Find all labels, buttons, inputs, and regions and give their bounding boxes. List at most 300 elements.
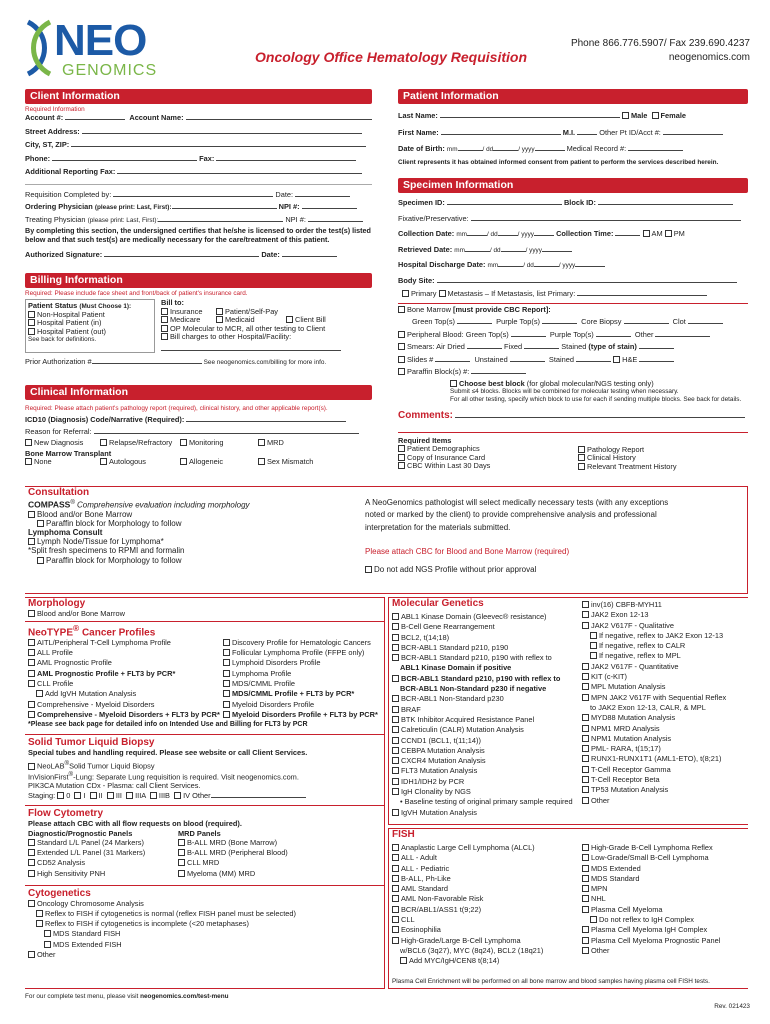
stage-3a-checkbox[interactable] [126, 792, 133, 799]
list-item[interactable] [582, 906, 748, 916]
list-item[interactable] [392, 788, 582, 798]
option-checkbox[interactable] [223, 659, 230, 666]
insurance-card-checkbox[interactable] [398, 454, 405, 461]
list-item[interactable] [582, 642, 748, 652]
list-item[interactable] [28, 659, 223, 669]
sex-mismatch-checkbox[interactable] [258, 458, 265, 465]
insurance-checkbox[interactable] [161, 308, 168, 315]
none-checkbox[interactable] [25, 458, 32, 465]
list-item[interactable] [392, 757, 582, 767]
first-name-row[interactable] [398, 128, 748, 138]
option-label: ALL Profile [37, 649, 73, 658]
list-item[interactable] [582, 725, 748, 735]
req-completed-row[interactable] [25, 190, 372, 200]
list-item[interactable] [178, 870, 288, 880]
option-checkbox[interactable] [582, 611, 589, 618]
option-checkbox[interactable] [582, 601, 589, 608]
compass-blood-checkbox[interactable] [28, 511, 35, 518]
list-item[interactable] [28, 849, 178, 859]
hospital-out-option[interactable] [28, 328, 152, 337]
metastasis-label: Metastasis – If Metastasis, list Primary: [447, 289, 576, 299]
list-item[interactable] [582, 663, 748, 673]
option-checkbox[interactable] [44, 941, 51, 948]
option-checkbox[interactable] [28, 849, 35, 856]
female-checkbox[interactable] [652, 112, 659, 119]
option-checkbox[interactable] [582, 865, 589, 872]
list-item[interactable] [223, 670, 381, 680]
option-checkbox[interactable] [582, 926, 589, 933]
option-checkbox[interactable] [28, 680, 35, 687]
neotype-right-list [223, 639, 381, 721]
option-checkbox[interactable] [392, 788, 399, 795]
list-item[interactable] [223, 649, 381, 659]
neotype-left-list [28, 639, 223, 721]
option-checkbox[interactable] [36, 690, 43, 697]
pb-label: Peripheral Blood: Green Top(s) [407, 329, 509, 339]
option-checkbox[interactable] [582, 745, 589, 752]
pb-checkbox[interactable] [398, 331, 405, 338]
list-item[interactable] [582, 601, 748, 611]
option-checkbox[interactable] [223, 639, 230, 646]
option-checkbox[interactable] [582, 937, 589, 944]
option-label: ABL1 Kinase Domain (Gleevec® resistance) [401, 613, 547, 621]
list-item[interactable] [582, 745, 748, 755]
slides-checkbox[interactable] [398, 356, 405, 363]
clinical-history-checkbox[interactable] [578, 454, 585, 461]
list-item[interactable] [223, 701, 381, 711]
list-item[interactable] [392, 854, 582, 864]
op-molecular-checkbox[interactable] [161, 325, 168, 332]
option-label: Calreticulin (CALR) Mutation Analysis [401, 726, 524, 735]
option-checkbox[interactable] [392, 747, 399, 754]
account-row[interactable] [25, 113, 372, 123]
list-item[interactable] [28, 920, 381, 930]
list-item[interactable] [582, 622, 748, 632]
option-checkbox[interactable] [44, 930, 51, 937]
option-checkbox[interactable] [36, 920, 43, 927]
option-checkbox[interactable] [582, 714, 589, 721]
list-item[interactable] [392, 613, 582, 623]
list-item[interactable] [582, 755, 748, 765]
paraffin-row[interactable] [398, 367, 748, 377]
list-item[interactable] [392, 798, 582, 808]
hospital-out-checkbox[interactable] [28, 328, 35, 335]
option-checkbox[interactable] [582, 844, 589, 851]
other-tests-note: For all other testing, specify which block to use for each if sending multiple blocks. See back for details. [450, 395, 742, 403]
list-item[interactable] [223, 680, 381, 690]
primary-row[interactable] [398, 289, 748, 299]
non-hospital-option[interactable] [28, 311, 152, 320]
option-checkbox[interactable] [392, 706, 399, 713]
prior-auth-row[interactable] [25, 357, 372, 367]
option-checkbox[interactable] [178, 839, 185, 846]
option-checkbox[interactable] [223, 680, 230, 687]
option-label: CEBPA Mutation Analysis [401, 746, 485, 755]
option-checkbox[interactable] [28, 701, 35, 708]
footer-label: For our complete test menu, please visit [25, 993, 139, 1000]
city-row[interactable] [25, 140, 372, 150]
option-checkbox[interactable] [28, 870, 35, 877]
option-checkbox[interactable] [392, 885, 399, 892]
option-checkbox[interactable] [582, 906, 589, 913]
hospital-in-checkbox[interactable] [28, 319, 35, 326]
demographics-checkbox[interactable] [398, 445, 405, 452]
lymphoma-consult-label: Lymphoma Consult [28, 528, 103, 538]
option-checkbox[interactable] [392, 854, 399, 861]
option-checkbox[interactable] [582, 875, 589, 882]
list-item[interactable] [582, 895, 748, 905]
discharge-label: Hospital Discharge Date: [398, 260, 486, 270]
metastasis-checkbox[interactable] [439, 290, 446, 297]
dob-row[interactable] [398, 144, 748, 154]
list-item[interactable] [392, 716, 582, 726]
lymph-paraffin-checkbox[interactable] [37, 557, 44, 564]
option-checkbox[interactable] [223, 711, 230, 718]
list-item[interactable] [582, 947, 748, 957]
list-item[interactable] [28, 701, 223, 711]
list-item[interactable] [582, 865, 748, 875]
list-item[interactable] [392, 767, 582, 777]
list-item[interactable] [582, 797, 748, 807]
option-checkbox[interactable] [392, 737, 399, 744]
treatment-history-checkbox[interactable] [578, 463, 585, 470]
comments-row[interactable] [398, 410, 748, 422]
option-checkbox[interactable] [582, 797, 589, 804]
list-item[interactable] [28, 670, 223, 680]
list-item[interactable] [178, 839, 288, 849]
new-dx-checkbox[interactable] [25, 439, 32, 446]
list-item[interactable] [392, 726, 582, 736]
demographics-label: Patient Demographics [407, 445, 480, 454]
list-item[interactable] [392, 937, 582, 947]
option-checkbox[interactable] [392, 778, 399, 785]
smears-checkbox[interactable] [398, 343, 405, 350]
dis-yyyy: / yyyy [558, 262, 576, 270]
list-item[interactable] [178, 849, 288, 859]
option-checkbox[interactable] [28, 670, 35, 677]
option-checkbox[interactable] [392, 757, 399, 764]
street-row[interactable] [25, 127, 372, 137]
option-checkbox[interactable] [392, 875, 399, 882]
bm-checkbox[interactable] [398, 306, 405, 313]
option-checkbox[interactable] [223, 649, 230, 656]
fixative-row[interactable] [398, 214, 748, 224]
option-checkbox[interactable] [590, 632, 597, 639]
discharge-row[interactable] [398, 260, 748, 270]
option-checkbox[interactable] [178, 859, 185, 866]
list-item[interactable] [392, 747, 582, 757]
list-item[interactable] [582, 776, 748, 786]
list-item[interactable] [223, 659, 381, 669]
insurance-label: Insurance [170, 307, 203, 316]
option-checkbox[interactable] [223, 670, 230, 677]
medicaid-checkbox[interactable] [216, 316, 223, 323]
list-item[interactable] [582, 885, 748, 895]
list-item[interactable] [28, 930, 381, 940]
molecular-title: Molecular Genetics [392, 598, 484, 609]
list-item[interactable] [582, 916, 748, 926]
hospital-in-option[interactable] [28, 319, 152, 328]
list-item[interactable] [392, 695, 582, 705]
list-item[interactable] [582, 735, 748, 745]
mrd-label: MRD [267, 439, 284, 448]
slides-row[interactable] [398, 355, 748, 365]
option-checkbox[interactable] [392, 623, 399, 630]
client-section [25, 89, 372, 265]
list-item[interactable] [582, 632, 748, 642]
option-checkbox[interactable] [392, 634, 399, 641]
left-lower-section: Morphology Blood and/or Bone Marrow NeoTYPE® Cancer Profiles AITL/Peripheral T-Cell Lymphoma Profile ALL Profile AML Prognostic Profile AML Prognostic Profile + FLT3 by PCR* CLL Profile Add IgVH Mutation Analysis Comprehensive - Myeloid Disorders Comprehensive - Myeloid Disorders + FLT3 by PCR* Discovery Profile for Hematologic Cancers Follicular Lymphoma Profile (FFPE only) Lymphoid Disorders Profile Lymphoma Profile MDS/CMML Profile MDS/CMML Profile + FLT3 by PCR* Myeloid Disorders Profile Myeloid Disorders Profile + FLT3 by PCR* *Please see back page for detailed info on Intended Use and Billing for FLT3 by PCR Solid Tumor Liquid Biopsy Special tubes and handling required. Please see website or call Client Services. NeoLAB®Solid Tumor Liquid Biopsy InVisionFirst®-Lung: Separate Lung requisition is required. Visit neogenomics.com. PIK3CA Mutation CDx - Plasma: call Client Services. Staging: 0 I II III IIIA IIIB IV Other Flow Cytometry Please attach CBC with all flow requests on blood (required). Diagnostic/Prognostic Panels Standard L/L Panel (24 Markers) Extended L/L Panel (31 Markers) CD52 Analysis High Sensitivity PNH MRD Panels B-ALL MRD (Bone Marrow) B-ALL MRD (Peripheral Blood) CLL MRD Myeloma (MM) MRD Cytogenetics Oncology Chromosome Analysis Reflex to FISH if cytogenetics is normal (reflex FISH panel must be selected) Reflex to FISH if cytogenetics is incomplete (<20 metaphases) MDS Standard FISH MDS Extended FISH Other [25, 597, 385, 989]
list-item[interactable] [392, 957, 582, 967]
list-item[interactable] [28, 900, 381, 910]
list-item[interactable] [582, 766, 748, 776]
list-item[interactable] [28, 690, 223, 700]
option-checkbox[interactable] [582, 947, 589, 954]
ordering-row[interactable] [25, 202, 372, 212]
option-checkbox[interactable] [582, 673, 589, 680]
option-checkbox[interactable] [582, 854, 589, 861]
pathology-checkbox[interactable] [578, 446, 585, 453]
list-item[interactable] [582, 652, 748, 662]
list-item[interactable] [582, 875, 748, 885]
option-checkbox[interactable] [582, 725, 589, 732]
option-checkbox[interactable] [392, 675, 399, 682]
last-name-row[interactable] [398, 111, 748, 121]
option-checkbox[interactable] [392, 916, 399, 923]
option-checkbox[interactable] [392, 895, 399, 902]
option-checkbox[interactable] [392, 613, 399, 620]
flow-req: Please attach CBC with all flow requests on blood (required). [28, 818, 242, 828]
relapse-checkbox[interactable] [100, 439, 107, 446]
list-item[interactable] [582, 786, 748, 796]
list-item[interactable] [392, 844, 582, 854]
option-checkbox[interactable] [590, 642, 597, 649]
male-checkbox[interactable] [622, 112, 629, 119]
list-item[interactable] [582, 714, 748, 724]
stage-3-checkbox[interactable] [107, 792, 114, 799]
list-item[interactable] [582, 694, 748, 704]
list-item[interactable] [392, 865, 582, 875]
option-checkbox[interactable] [392, 865, 399, 872]
best-block-checkbox[interactable] [450, 380, 457, 387]
primary-checkbox[interactable] [402, 290, 409, 297]
list-item[interactable] [392, 895, 582, 905]
list-item[interactable] [392, 685, 582, 695]
option-checkbox[interactable] [590, 916, 597, 923]
pm-label: PM [673, 229, 685, 239]
stage-4-checkbox[interactable] [174, 792, 181, 799]
cbc-checkbox[interactable] [398, 462, 405, 469]
treating-row[interactable] [25, 215, 372, 225]
list-item[interactable] [392, 623, 582, 633]
list-item[interactable] [392, 644, 582, 654]
option-checkbox[interactable] [392, 644, 399, 651]
best-block-row[interactable] [398, 380, 748, 389]
best-block-label: Choose best block [459, 379, 525, 388]
non-hospital-checkbox[interactable] [28, 311, 35, 318]
green-label: Green Top(s) [412, 317, 455, 327]
allo-checkbox[interactable] [180, 458, 187, 465]
list-item[interactable] [582, 937, 748, 947]
option-checkbox[interactable] [582, 663, 589, 670]
stage-2-checkbox[interactable] [90, 792, 97, 799]
retrieved-row[interactable] [398, 245, 748, 255]
stage-0-checkbox[interactable] [57, 792, 64, 799]
fish-section [388, 828, 748, 989]
collection-row[interactable] [398, 229, 748, 239]
list-item[interactable] [392, 664, 582, 674]
option-checkbox[interactable] [178, 870, 185, 877]
list-item[interactable] [392, 778, 582, 788]
bm-tubes-row[interactable] [398, 317, 748, 327]
list-item[interactable] [28, 649, 223, 659]
bm-row[interactable] [398, 306, 748, 315]
neolab-checkbox[interactable] [28, 763, 35, 770]
pb-row[interactable] [398, 330, 748, 340]
list-item[interactable] [28, 680, 223, 690]
option-checkbox[interactable] [178, 849, 185, 856]
list-item[interactable] [178, 859, 288, 869]
morph-blood-checkbox[interactable] [28, 610, 35, 617]
list-item[interactable] [392, 885, 582, 895]
option-checkbox[interactable] [392, 726, 399, 733]
list-item[interactable] [582, 854, 748, 864]
list-item[interactable] [582, 611, 748, 621]
option-checkbox[interactable] [392, 844, 399, 851]
option-checkbox[interactable] [392, 695, 399, 702]
list-item[interactable] [392, 654, 582, 664]
body-site-row[interactable] [398, 276, 748, 286]
list-item[interactable] [28, 859, 178, 869]
list-item[interactable] [28, 910, 381, 920]
pm-checkbox[interactable] [665, 230, 672, 237]
list-item[interactable] [223, 639, 381, 649]
monitoring-checkbox[interactable] [180, 439, 187, 446]
option-label: BCR-ABL1 Standard p210, p190 [401, 643, 509, 652]
stage-3b-checkbox[interactable] [150, 792, 157, 799]
option-checkbox[interactable] [582, 735, 589, 742]
medicare-checkbox[interactable] [161, 316, 168, 323]
option-checkbox[interactable] [582, 766, 589, 773]
list-item[interactable] [582, 683, 748, 693]
list-item[interactable] [223, 711, 381, 721]
option-checkbox[interactable] [392, 716, 399, 723]
stage-0: 0 [66, 790, 71, 800]
specimen-id-row[interactable] [398, 198, 748, 208]
option-checkbox[interactable] [392, 809, 399, 816]
option-checkbox[interactable] [28, 859, 35, 866]
list-item[interactable] [392, 906, 582, 916]
signature-row[interactable] [25, 250, 372, 260]
option-checkbox[interactable] [582, 895, 589, 902]
option-checkbox[interactable] [28, 659, 35, 666]
list-item[interactable] [582, 926, 748, 936]
option-checkbox[interactable] [28, 951, 35, 958]
mrd-checkbox[interactable] [258, 439, 265, 446]
option-checkbox[interactable] [590, 652, 597, 659]
option-checkbox[interactable] [392, 767, 399, 774]
option-checkbox[interactable] [36, 910, 43, 917]
list-item[interactable] [28, 711, 223, 721]
paraffin-checkbox[interactable] [398, 368, 405, 375]
self-pay-checkbox[interactable] [216, 308, 223, 315]
option-checkbox[interactable] [28, 839, 35, 846]
list-item[interactable] [582, 673, 748, 683]
option-checkbox[interactable] [223, 690, 230, 697]
option-checkbox[interactable] [392, 937, 399, 944]
option-checkbox[interactable] [28, 639, 35, 646]
list-item[interactable] [582, 844, 748, 854]
option-checkbox[interactable] [582, 885, 589, 892]
lymph-node-checkbox[interactable] [28, 538, 35, 545]
client-bill-checkbox[interactable] [286, 316, 293, 323]
list-item[interactable] [392, 875, 582, 885]
option-checkbox[interactable] [582, 622, 589, 629]
option-checkbox[interactable] [392, 906, 399, 913]
option-checkbox[interactable] [28, 900, 35, 907]
phone-row[interactable] [25, 154, 372, 164]
reason-row[interactable] [25, 427, 372, 437]
patient-section [398, 89, 748, 169]
list-item[interactable] [28, 639, 223, 649]
list-item[interactable] [392, 809, 582, 819]
option-label: CLL [401, 916, 415, 925]
list-item[interactable] [582, 704, 748, 714]
list-item[interactable] [392, 926, 582, 936]
icd-row[interactable] [25, 415, 372, 425]
option-label: Other [591, 946, 610, 955]
option-checkbox[interactable] [392, 654, 399, 661]
he-checkbox[interactable] [613, 356, 620, 363]
list-item[interactable] [28, 941, 381, 951]
footer-link[interactable]: neogenomics.com/test-menu [140, 993, 229, 1000]
list-item[interactable] [223, 690, 381, 700]
list-item[interactable] [392, 947, 582, 957]
option-checkbox[interactable] [582, 786, 589, 793]
auth-label: Authorized Signature: [25, 250, 103, 260]
list-item[interactable] [392, 675, 582, 685]
option-checkbox[interactable] [28, 649, 35, 656]
option-checkbox[interactable] [582, 694, 589, 701]
compass-paraffin-checkbox[interactable] [37, 520, 44, 527]
option-checkbox[interactable] [582, 755, 589, 762]
list-item[interactable] [392, 916, 582, 926]
option-label: Other [37, 950, 56, 959]
coll-mm: mm [456, 231, 467, 239]
list-item[interactable] [28, 870, 178, 880]
no-ngs-checkbox[interactable] [365, 566, 372, 573]
option-checkbox[interactable] [392, 926, 399, 933]
option-checkbox[interactable] [28, 711, 35, 718]
smears-row[interactable] [398, 342, 748, 352]
am-checkbox[interactable] [643, 230, 650, 237]
list-item[interactable] [392, 737, 582, 747]
option-checkbox[interactable] [582, 776, 589, 783]
additional-fax-row[interactable] [25, 167, 372, 177]
list-item[interactable] [28, 839, 178, 849]
list-item[interactable] [392, 634, 582, 644]
list-item[interactable] [392, 706, 582, 716]
option-label: Oncology Chromosome Analysis [37, 899, 144, 908]
stage-1-checkbox[interactable] [74, 792, 81, 799]
option-checkbox[interactable] [582, 683, 589, 690]
list-item[interactable] [28, 951, 381, 961]
auto-checkbox[interactable] [100, 458, 107, 465]
option-checkbox[interactable] [223, 701, 230, 708]
dob-label: Date of Birth: [398, 144, 445, 154]
other-hospital-checkbox[interactable] [161, 333, 168, 340]
option-checkbox[interactable] [400, 957, 407, 964]
